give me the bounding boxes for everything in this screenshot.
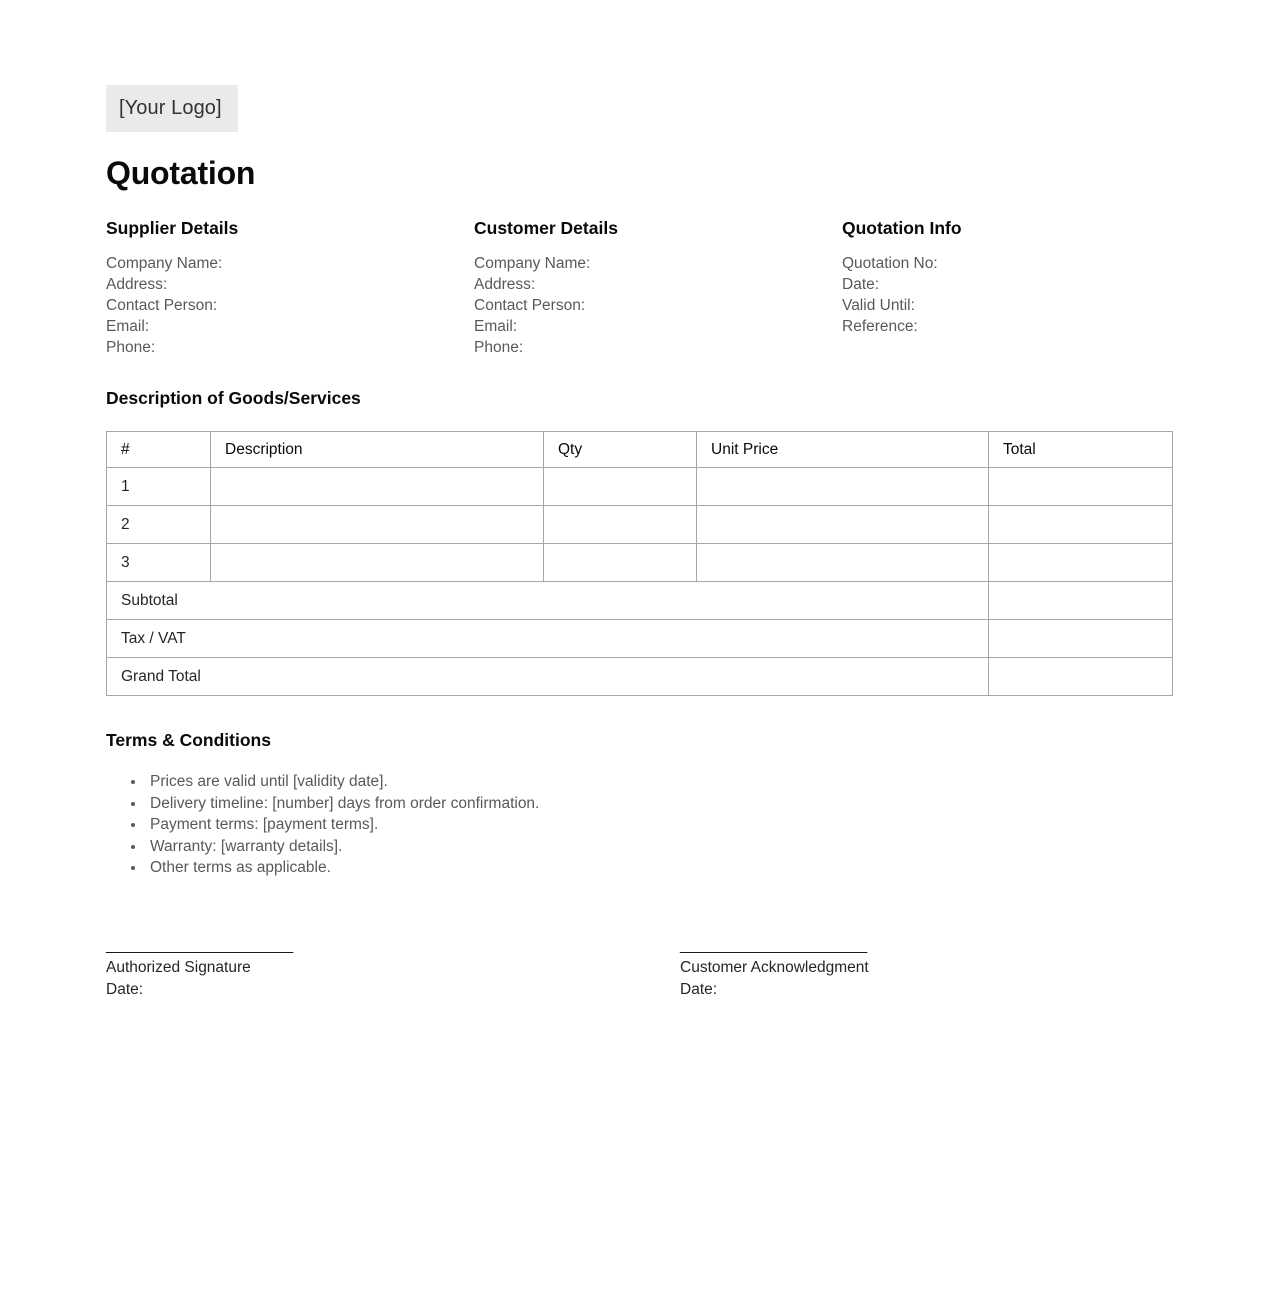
row-qty-cell[interactable] <box>544 506 697 544</box>
subtotal-label: Subtotal <box>107 582 989 620</box>
customer-acknowledgment-block <box>680 936 869 1000</box>
list-item: • Warranty: [warranty details]. <box>146 836 846 858</box>
supplier-field-email: Email: <box>106 318 150 335</box>
line-items-table <box>106 431 1173 696</box>
row-description-cell[interactable] <box>211 506 544 544</box>
list-item: • Delivery timeline: [number] days from order confirmation. <box>146 793 846 815</box>
supplier-field-company: Company Name: <box>106 255 223 272</box>
table-header-row <box>107 432 1173 468</box>
supplier-field-contact-person: Contact Person: <box>106 297 218 314</box>
customer-field-company: Company Name: <box>474 255 591 272</box>
signature-line: _______________________ <box>106 937 293 954</box>
customer-field-list <box>474 253 842 358</box>
tax-label: Tax / VAT <box>107 620 989 658</box>
customer-field-phone: Phone: <box>474 339 524 356</box>
authorized-signature-date: Date: <box>106 980 144 998</box>
authorized-signature-label: Authorized Signature <box>106 959 251 976</box>
row-number-cell: 3 <box>107 544 211 582</box>
quotation-info-heading: Quotation Info <box>842 218 962 238</box>
terms-conditions-list <box>106 771 846 879</box>
column-header-qty: Qty <box>544 432 697 468</box>
supplier-field-address: Address: <box>106 276 168 293</box>
table-row <box>107 506 1173 544</box>
column-header-description: Description <box>211 432 544 468</box>
page-title: Quotation <box>106 155 256 191</box>
customer-acknowledgment-label: Customer Acknowledgment <box>680 959 869 976</box>
line-items-table-head <box>107 432 1173 468</box>
logo-placeholder: [Your Logo] <box>106 85 238 132</box>
goods-services-heading: Description of Goods/Services <box>106 388 361 408</box>
row-unit-price-cell[interactable] <box>697 468 989 506</box>
grand-total-value[interactable] <box>989 658 1173 696</box>
customer-field-contact-person: Contact Person: <box>474 297 586 314</box>
quotation-info-field-list <box>842 253 1172 337</box>
customer-details-column <box>474 218 842 358</box>
customer-field-email: Email: <box>474 318 518 335</box>
signature-line: _______________________ <box>680 937 867 954</box>
row-unit-price-cell[interactable] <box>697 544 989 582</box>
row-number-cell: 2 <box>107 506 211 544</box>
row-number-cell: 1 <box>107 468 211 506</box>
row-qty-cell[interactable] <box>544 468 697 506</box>
line-items-table-body <box>107 468 1173 696</box>
supplier-details-heading: Supplier Details <box>106 218 239 238</box>
supplier-field-phone: Phone: <box>106 339 156 356</box>
column-header-unit-price: Unit Price <box>697 432 989 468</box>
row-qty-cell[interactable] <box>544 544 697 582</box>
row-total-cell[interactable] <box>989 544 1173 582</box>
row-description-cell[interactable] <box>211 544 544 582</box>
supplier-field-list <box>106 253 474 358</box>
grand-total-row <box>107 658 1173 696</box>
supplier-details-column <box>106 218 474 358</box>
tax-row <box>107 620 1173 658</box>
tax-value[interactable] <box>989 620 1173 658</box>
subtotal-row <box>107 582 1173 620</box>
column-header-total: Total <box>989 432 1173 468</box>
subtotal-value[interactable] <box>989 582 1173 620</box>
customer-acknowledgment-date: Date: <box>680 980 718 998</box>
row-total-cell[interactable] <box>989 468 1173 506</box>
terms-conditions-heading: Terms & Conditions <box>106 730 271 750</box>
quotation-field-reference: Reference: <box>842 318 918 335</box>
customer-details-heading: Customer Details <box>474 218 618 238</box>
grand-total-label: Grand Total <box>107 658 989 696</box>
table-row <box>107 468 1173 506</box>
list-item: • Prices are valid until [validity date]. <box>146 771 846 793</box>
column-header-number: # <box>107 432 211 468</box>
list-item: • Payment terms: [payment terms]. <box>146 814 846 836</box>
details-columns <box>106 218 1172 358</box>
customer-field-address: Address: <box>474 276 536 293</box>
quotation-info-column <box>842 218 1172 358</box>
row-total-cell[interactable] <box>989 506 1173 544</box>
authorized-signature-block <box>106 936 293 1000</box>
quotation-field-date: Date: <box>842 276 880 293</box>
table-row <box>107 544 1173 582</box>
row-description-cell[interactable] <box>211 468 544 506</box>
row-unit-price-cell[interactable] <box>697 506 989 544</box>
quotation-field-number: Quotation No: <box>842 255 938 272</box>
list-item: • Other terms as applicable. <box>146 857 846 879</box>
quotation-field-valid-until: Valid Until: <box>842 297 915 314</box>
